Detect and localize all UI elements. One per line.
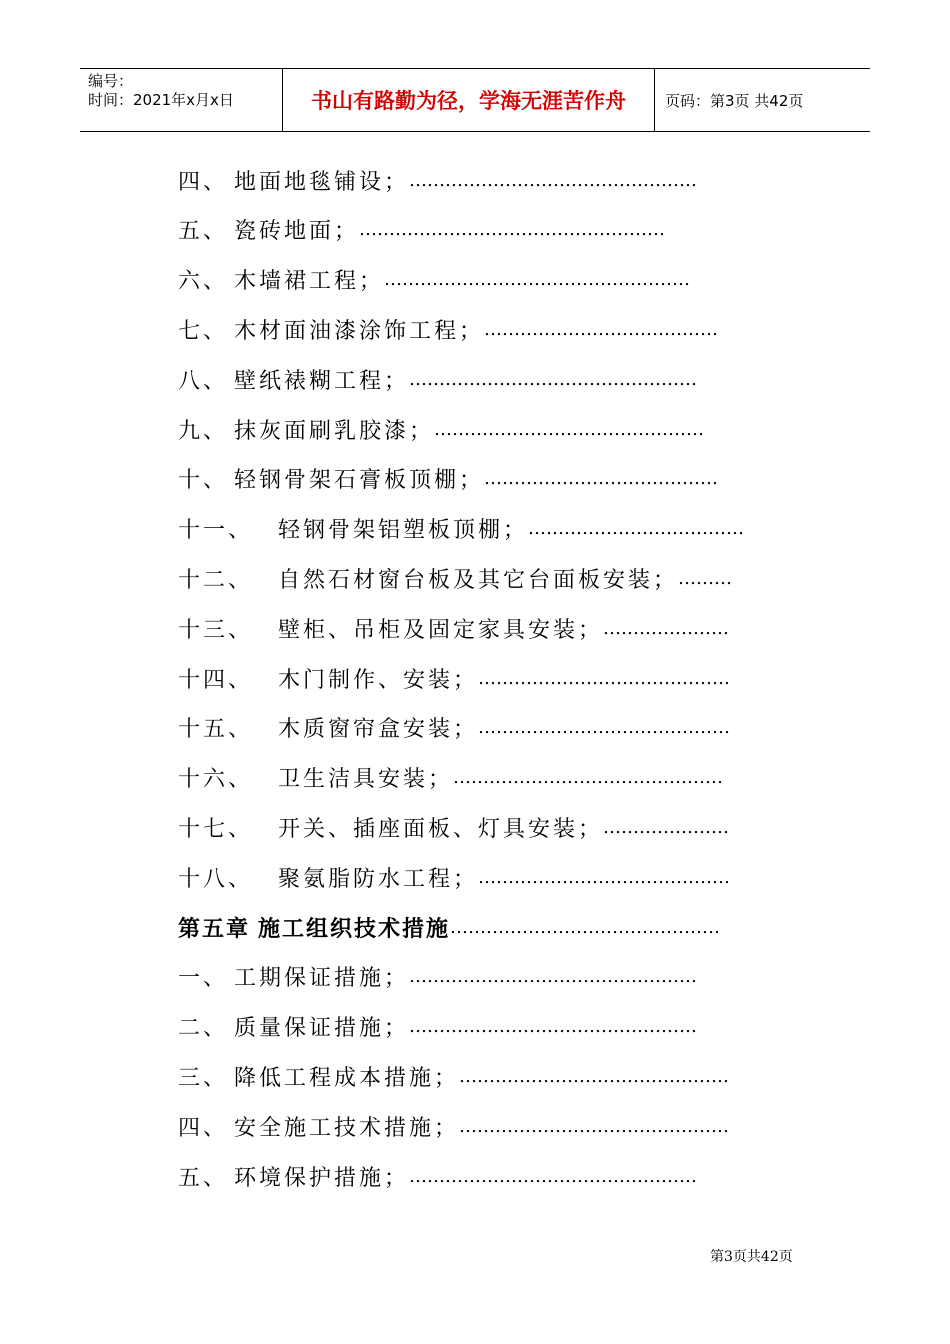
toc-entry <box>178 160 697 200</box>
toc-entry-title: 木质窗帘盒安装； <box>278 717 479 743</box>
toc-leader-dots: …………………………………… <box>478 667 731 689</box>
toc-entry-number: 十六、 <box>178 767 254 793</box>
toc-entry-number: 五、 <box>178 1165 229 1191</box>
toc-entry-number: 九、 <box>178 418 229 444</box>
toc-entry <box>178 210 665 250</box>
toc-leader-dots: ……………………………………… <box>453 767 724 789</box>
toc-leader-dots: ………………………………………… <box>409 368 698 390</box>
toc-entry <box>178 359 697 399</box>
toc-entry-number: 七、 <box>178 318 229 344</box>
toc-entry-number: 十三、 <box>178 617 254 643</box>
toc-leader-dots: …………………………………… <box>478 866 731 888</box>
toc-entry-number: 二、 <box>178 1016 229 1042</box>
toc-leader-dots: ………………………………………… <box>409 1165 698 1187</box>
toc-leader-dots: ………………………………………… <box>409 1016 698 1038</box>
toc-entry <box>178 409 704 449</box>
toc-entry <box>178 857 730 897</box>
toc-leader-dots: ………………………………… <box>484 468 719 490</box>
toc-entry-number: 三、 <box>178 1065 229 1091</box>
toc-leader-dots: ………………………………… <box>484 318 719 340</box>
toc-entry <box>178 459 718 499</box>
toc-entry <box>178 608 729 648</box>
toc-entry-title: 木材面油漆涂饰工程； <box>234 318 485 344</box>
toc-entry-number: 第五章 <box>178 915 251 942</box>
toc-entry <box>178 1007 697 1047</box>
toc-entry-number: 十七、 <box>178 816 254 842</box>
toc-entry-number: 一、 <box>178 966 229 992</box>
toc-leader-dots: ……………………………………… <box>459 1115 730 1137</box>
toc-leader-dots: …………………………………………… <box>384 269 691 291</box>
toc-entry-title: 壁纸裱糊工程； <box>234 368 410 394</box>
toc-leader-dots: ……………………………………… <box>434 418 705 440</box>
toc-entry-title: 开关、插座面板、灯具安装； <box>278 816 604 842</box>
toc-entry-title: 壁柜、吊柜及固定家具安装； <box>278 617 604 643</box>
toc-entry-title: 木墙裙工程； <box>234 269 385 295</box>
header-meta <box>80 69 282 131</box>
toc-entry-title: 轻钢骨架石膏板顶棚； <box>234 468 485 494</box>
toc-entry-number: 十四、 <box>178 667 254 693</box>
toc-entry-title: 工期保证措施； <box>234 966 410 992</box>
number-label: 编号： <box>88 72 134 90</box>
toc-entry-title: 木门制作、安装； <box>278 667 479 693</box>
time-label: 时间：2021年x月x日 <box>88 91 234 109</box>
toc-leader-dots: ………………… <box>603 617 730 639</box>
toc-entry-number: 六、 <box>178 269 229 295</box>
toc-leader-dots: ……………………………………… <box>450 916 721 938</box>
toc-entry-number: 四、 <box>178 1115 229 1141</box>
toc-entry-number: 八、 <box>178 368 229 394</box>
toc-entry <box>178 758 723 798</box>
toc-entry-number: 十一、 <box>178 518 254 544</box>
toc-leader-dots: …………………………………………… <box>359 219 666 241</box>
page-header <box>80 68 870 132</box>
toc-entry <box>178 1056 729 1096</box>
toc-entry <box>178 658 730 698</box>
toc-entry <box>178 807 729 847</box>
toc-entry <box>178 260 690 300</box>
toc-leader-dots: ………………………………………… <box>409 966 698 988</box>
toc-entry-title: 地面地毯铺设； <box>234 169 410 195</box>
toc-entry <box>178 509 744 549</box>
toc-entry-number: 五、 <box>178 219 229 245</box>
toc-entry-title: 聚氨脂防水工程； <box>278 866 479 892</box>
toc-entry-title: 环境保护措施； <box>234 1165 410 1191</box>
toc-leader-dots: ……………………………… <box>528 518 745 540</box>
toc-entry-number: 十五、 <box>178 717 254 743</box>
toc-entry <box>178 558 732 598</box>
toc-entry-title: 轻钢骨架铝塑板顶棚； <box>278 518 529 544</box>
page-footer: 第3页共42页 <box>710 1249 793 1265</box>
toc-entry-title: 降低工程成本措施； <box>234 1065 460 1091</box>
toc-entry <box>178 1156 697 1196</box>
toc-entry-title: 施工组织技术措施 <box>258 915 451 942</box>
toc-leader-dots: ………………………………………… <box>409 169 698 191</box>
toc-entry-title: 抹灰面刷乳胶漆； <box>234 418 435 444</box>
toc-entry <box>178 309 718 349</box>
toc-entry <box>178 957 697 997</box>
toc-entry-title: 卫生洁具安装； <box>278 767 454 793</box>
toc-entry-number: 四、 <box>178 169 229 195</box>
header-motto: 书山有路勤为径，学海无涯苦作舟 <box>282 69 655 131</box>
toc-entry <box>178 708 730 748</box>
toc-entry-title: 质量保证措施； <box>234 1016 410 1042</box>
toc-leader-dots: ……………………………………… <box>459 1065 730 1087</box>
toc-entry-title: 安全施工技术措施； <box>234 1115 460 1141</box>
toc-entry-number: 十八、 <box>178 866 254 892</box>
toc-leader-dots: …………………………………… <box>478 717 731 739</box>
toc-entry-number: 十、 <box>178 468 229 494</box>
toc-entry-number: 十二、 <box>178 567 254 593</box>
toc-entry-title: 自然石材窗台板及其它台面板安装； <box>278 567 679 593</box>
toc-leader-dots: ………………… <box>603 816 730 838</box>
toc-entry-title: 瓷砖地面； <box>234 219 360 245</box>
header-page-label: 页码：第3页 共42页 <box>665 91 804 110</box>
toc-leader-dots: ……… <box>678 567 733 589</box>
toc-entry <box>178 1106 729 1146</box>
toc-chapter-heading <box>178 907 720 947</box>
